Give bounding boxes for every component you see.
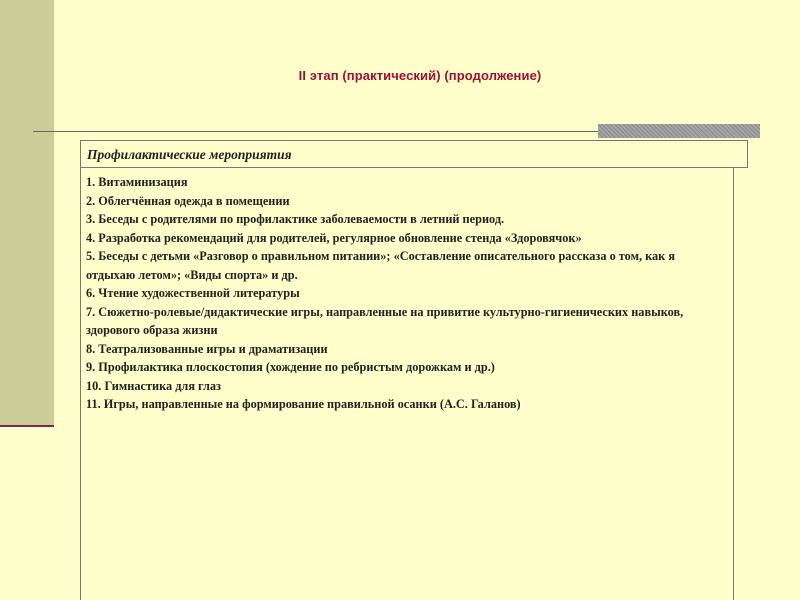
list-item: 6. Чтение художественной литературы <box>86 286 300 300</box>
list-item: 4. Разработка рекомендаций для родителей, регулярное обновление стенда «Здоровячок» <box>86 230 582 245</box>
list-item: 9. Профилактика плоскостопия (хождение по ребристым дорожкам и др.) <box>86 360 495 374</box>
list-item: 3. Беседы с родителями по профилактике заболеваемости в летний период. <box>86 212 505 226</box>
left-bar-edge <box>0 425 54 427</box>
measures-table <box>80 140 748 600</box>
list-item: 7. Сюжетно-ролевые/дидактические игры, направленные на привитие культурно-гигиенических навыков, здорового образа жизни <box>86 304 684 337</box>
slide-title: II этап (практический) (продолжение) <box>298 68 542 83</box>
list-item: 5. Беседы с детьми «Разговор о правильном питании»; «Составление описательного рассказа о том, как я отдыхаю летом»; «Виды спорта» и др. <box>86 249 675 282</box>
left-decorative-bar <box>0 0 54 425</box>
list-item: 8. Театрализованные игры и драматизации <box>86 341 328 356</box>
horizontal-divider <box>33 131 598 132</box>
divider-hatched-block <box>598 124 760 138</box>
list-item: 10. Гимнастика для глаз <box>86 378 221 393</box>
measures-list <box>81 167 726 414</box>
table-header <box>80 140 748 168</box>
list-item: 2. Облегчённая одежда в помещении <box>86 193 290 208</box>
list-item: 11. Игры, направленные на формирование правильной осанки (А.С. Галанов) <box>86 397 521 411</box>
table-header-label: Профилактические мероприятия <box>87 147 292 162</box>
table-body <box>80 167 734 600</box>
list-item: 1. Витаминизация <box>86 175 188 189</box>
